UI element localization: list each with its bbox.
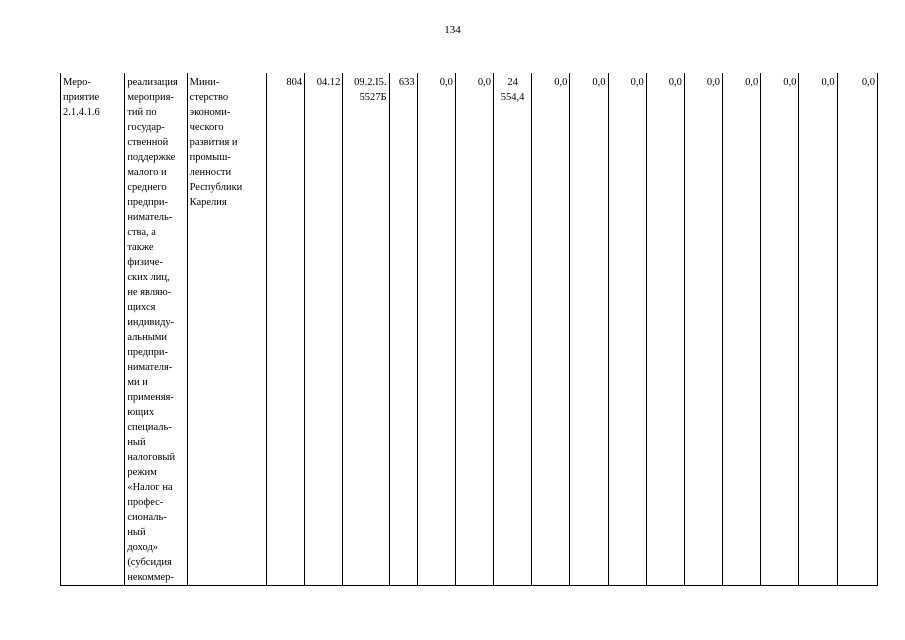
budget-table bbox=[60, 73, 878, 586]
cell-value-8: 0,0 bbox=[684, 73, 722, 586]
cell-description: реализация мероприя- тий по государ- ственной поддержке малого и среднего предпри- ниматель- ства, а также физиче- ских лиц, не являю- щихся индивиду- альными предпри- нимателя- ми и применяя- ющих специаль- ный налоговый режим «Налог на профес- сиональ- ный доход» (субсидия некоммер- bbox=[125, 73, 187, 586]
cell-value-5: 0,0 bbox=[570, 73, 608, 586]
cell-rzpr: 04.12 bbox=[305, 73, 343, 586]
cell-value-9: 0,0 bbox=[723, 73, 761, 586]
cell-value-7: 0,0 bbox=[646, 73, 684, 586]
cell-value-12: 0,0 bbox=[837, 73, 877, 586]
cell-csr: 09.2.I5. 5527Б bbox=[343, 73, 389, 586]
cell-value-1: 0,0 bbox=[417, 73, 455, 586]
cell-value-11: 0,0 bbox=[799, 73, 837, 586]
page-number: 134 bbox=[444, 24, 461, 36]
cell-vr: 633 bbox=[389, 73, 417, 586]
table-row bbox=[61, 73, 878, 586]
cell-grbs: 804 bbox=[266, 73, 304, 586]
cell-item: Меро- приятие 2.1.4.1.6 bbox=[61, 73, 125, 586]
cell-value-10: 0,0 bbox=[761, 73, 799, 586]
cell-value-2: 0,0 bbox=[455, 73, 493, 586]
cell-value-3: 24 554,4 bbox=[494, 73, 532, 586]
cell-responsible: Мини- стерство экономи- ческого развития и промыш- ленности Республики Карелия bbox=[187, 73, 266, 586]
cell-value-6: 0,0 bbox=[608, 73, 646, 586]
cell-value-4: 0,0 bbox=[532, 73, 570, 586]
